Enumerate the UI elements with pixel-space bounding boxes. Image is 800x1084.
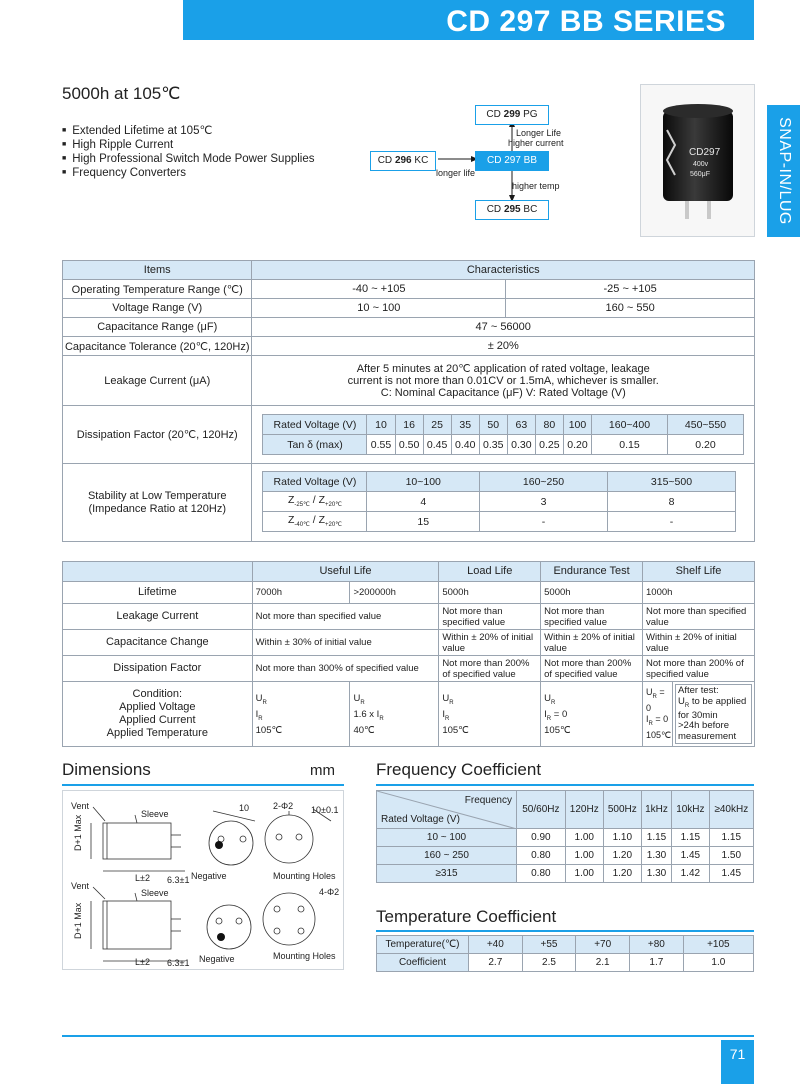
series-box-cd297: CD 297 BB bbox=[475, 151, 549, 171]
freq-row: 160 ~ 250 0.80 1.00 1.20 1.30 1.45 1.50 bbox=[377, 847, 754, 865]
temp-coef-rule bbox=[376, 930, 754, 932]
capacitor-print-voltage: 400v bbox=[693, 161, 709, 168]
df-voltage-row: Rated Voltage (V) 10 16 25 35 50 63 80 100 160~400 450~550 bbox=[263, 415, 744, 435]
capacitor-photo bbox=[640, 84, 755, 237]
subtitle: 5000h at 105℃ bbox=[62, 84, 181, 103]
perf-header-shelf-life: Shelf Life bbox=[643, 562, 755, 582]
freq-row: ≥315 0.80 1.00 1.20 1.30 1.42 1.45 bbox=[377, 865, 754, 883]
capacitor-print-series: CD297 bbox=[689, 147, 721, 158]
freq-coef-title: Frequency Coefficient bbox=[376, 760, 542, 779]
footer-rule bbox=[62, 1035, 754, 1037]
side-tab bbox=[767, 105, 800, 237]
spec-header-characteristics: Characteristics bbox=[252, 261, 755, 280]
spec-header-row bbox=[63, 261, 755, 280]
series-box-cd295: CD 295 BC bbox=[475, 200, 549, 220]
stab-row-25: $Z_{-25℃} / Z_{+20℃}$ 4 3 8 bbox=[263, 492, 736, 512]
dim-2phi2: 2-Φ2 bbox=[273, 801, 294, 811]
perf-header-load-life: Load Life bbox=[439, 562, 541, 582]
dim-mounting-holes: Mounting Holes bbox=[273, 871, 336, 881]
perf-row-dissipation: Dissipation Factor Not more than 300% of specified value Not more than 200% of specified value Not more than 200% of specified value Not more than 200% of specified value bbox=[63, 656, 755, 682]
spec-value: ± 20% bbox=[252, 337, 755, 356]
dim-negative-label-2: Negative bbox=[199, 954, 235, 964]
spec-header-items: Items bbox=[63, 261, 252, 280]
feature-list bbox=[62, 124, 315, 180]
dimensions-title: Dimensions bbox=[62, 760, 151, 779]
spec-row-tolerance bbox=[63, 337, 755, 356]
spec-label: Leakage Current (μA) bbox=[63, 356, 252, 406]
perf-row-condition: Condition: Applied Voltage Applied Current Applied Temperature $U_R$ $I_R$ 105℃ $U_R$ 1.6 x $I_R$ 40℃ $U_R$ $I_R$ 105℃ $U_R$ $I_R = 0$ 105℃ $U_R = 0$ $I_R = 0$ 105℃ After test: $U_R$ to be applied for 30min >24h before measurement bbox=[63, 682, 755, 747]
perf-header-useful-life: Useful Life bbox=[252, 562, 439, 582]
spec-row-voltage bbox=[63, 299, 755, 318]
feature-item: ■ Extended Lifetime at 105℃ bbox=[62, 124, 315, 138]
series-box-cd296: CD 296 KC bbox=[370, 151, 436, 171]
dim-10: 10 bbox=[239, 803, 250, 813]
flow-label-longer-life: Longer Life bbox=[516, 128, 562, 138]
temp-row: Temperature(℃) +40 +55 +70 +80 +105 bbox=[377, 936, 754, 954]
dim-d-max-label-2: D+1 Max bbox=[73, 902, 83, 939]
dim-l-tolerance-2: L±2 bbox=[135, 957, 150, 967]
dim-vent-label-2: Vent bbox=[71, 881, 90, 891]
dim-vent-label: Vent bbox=[71, 801, 90, 811]
spec-row-dissipation bbox=[63, 406, 755, 464]
df-tan-row: Tan δ (max) 0.55 0.50 0.45 0.40 0.35 0.30 0.25 0.20 0.15 0.20 bbox=[263, 435, 744, 455]
spec-value: -25 ~ +105 bbox=[506, 280, 755, 299]
stab-voltage-row: Rated Voltage (V) 10~100 160~250 315~500 bbox=[263, 472, 736, 492]
dim-d-max-label: D+1 Max bbox=[73, 814, 83, 851]
flow-label-higher-temp: higher temp bbox=[512, 181, 560, 191]
series-flow-diagram bbox=[370, 95, 570, 225]
spec-value: After 5 minutes at 20℃ application of rated voltage, leakage current is not more than 0.01CV or 1.5mA, whichever is smaller. C: Nominal Capacitance (μF) V: Rated Voltage (V) bbox=[252, 356, 755, 406]
dimensions-rule bbox=[62, 784, 344, 786]
freq-coef-rule bbox=[376, 784, 754, 786]
dim-lead-length-2: 6.3±1 bbox=[167, 958, 190, 968]
spec-table bbox=[62, 260, 755, 542]
capacitor-image bbox=[641, 85, 754, 236]
freq-header-row: Frequency Rated Voltage (V) 50/60Hz 120Hz 500Hz 1kHz 10kHz ≥40kHz bbox=[377, 791, 754, 829]
feature-item: ■ High Professional Switch Mode Power Supplies bbox=[62, 152, 315, 166]
series-title: CD 297 BB SERIES bbox=[183, 0, 754, 40]
stab-row-40: $Z_{-40℃} / Z_{+20℃}$ 15 - - bbox=[263, 512, 736, 532]
flow-label-higher-current: higher current bbox=[508, 138, 564, 148]
dim-lead-length: 6.3±1 bbox=[167, 875, 190, 885]
perf-row-leakage: Leakage Current Not more than specified value Not more than specified value Not more than specified value Not more than specified value bbox=[63, 604, 755, 630]
temp-coef-title: Temperature Coefficient bbox=[376, 907, 557, 926]
stability-table bbox=[262, 471, 736, 532]
perf-row-lifetime: Lifetime 7000h >200000h 5000h 5000h 1000h bbox=[63, 582, 755, 604]
page-number: 71 bbox=[721, 1040, 754, 1084]
spec-label: Stability at Low Temperature (Impedance Ratio at 120Hz) bbox=[63, 464, 252, 542]
spec-label: Capacitance Range (μF) bbox=[63, 318, 252, 337]
dim-negative-label: Negative bbox=[191, 871, 227, 881]
spec-label: Operating Temperature Range (℃) bbox=[63, 280, 252, 299]
perf-header-row bbox=[63, 562, 755, 582]
perf-row-capacitance-change: Capacitance Change Within ± 30% of initial value Within ± 20% of initial value Within ± 20% of initial value Within ± 20% of initial value bbox=[63, 630, 755, 656]
coef-row: Coefficient 2.7 2.5 2.1 1.7 1.0 bbox=[377, 954, 754, 972]
side-tab-label: SNAP-IN/LUG bbox=[775, 117, 793, 225]
freq-coef-table bbox=[376, 790, 754, 883]
dimension-drawing bbox=[62, 790, 344, 970]
dimensions-unit: mm bbox=[310, 762, 335, 779]
dim-4phi2: 4-Φ2 bbox=[319, 887, 340, 897]
feature-item: ■ High Ripple Current bbox=[62, 138, 315, 152]
temp-coef-table bbox=[376, 935, 754, 972]
freq-row: 10 ~ 100 0.90 1.00 1.10 1.15 1.15 1.15 bbox=[377, 829, 754, 847]
spec-value: 160 ~ 550 bbox=[506, 299, 755, 318]
dissipation-table bbox=[262, 414, 744, 455]
spec-label: Capacitance Tolerance (20℃, 120Hz) bbox=[63, 337, 252, 356]
capacitor-print-capacitance: 560μF bbox=[690, 171, 710, 178]
spec-row-capacitance bbox=[63, 318, 755, 337]
perf-header-endurance: Endurance Test bbox=[541, 562, 643, 582]
spec-label: Voltage Range (V) bbox=[63, 299, 252, 318]
flow-label-longer-life-2: longer life bbox=[436, 168, 476, 178]
series-box-cd299: CD 299 PG bbox=[475, 105, 549, 125]
spec-label: Dissipation Factor (20℃, 120Hz) bbox=[63, 406, 252, 464]
spec-row-leakage bbox=[63, 356, 755, 406]
spec-value: 10 ~ 100 bbox=[252, 299, 506, 318]
dim-mounting-holes-2: Mounting Holes bbox=[273, 951, 336, 961]
feature-item: ■ Frequency Converters bbox=[62, 166, 315, 180]
dim-sleeve-label: Sleeve bbox=[141, 809, 169, 819]
performance-table bbox=[62, 561, 755, 747]
spec-value: 47 ~ 56000 bbox=[252, 318, 755, 337]
after-test-note: After test: $U_R$ to be applied for 30min >24h before measurement bbox=[675, 684, 752, 744]
dim-l-tolerance: L±2 bbox=[135, 873, 150, 883]
spec-row-stability bbox=[63, 464, 755, 542]
spec-row-op-temp bbox=[63, 280, 755, 299]
spec-value: -40 ~ +105 bbox=[252, 280, 506, 299]
dim-10-tolerance: 10±0.1 bbox=[311, 805, 339, 815]
dim-sleeve-label-2: Sleeve bbox=[141, 888, 169, 898]
